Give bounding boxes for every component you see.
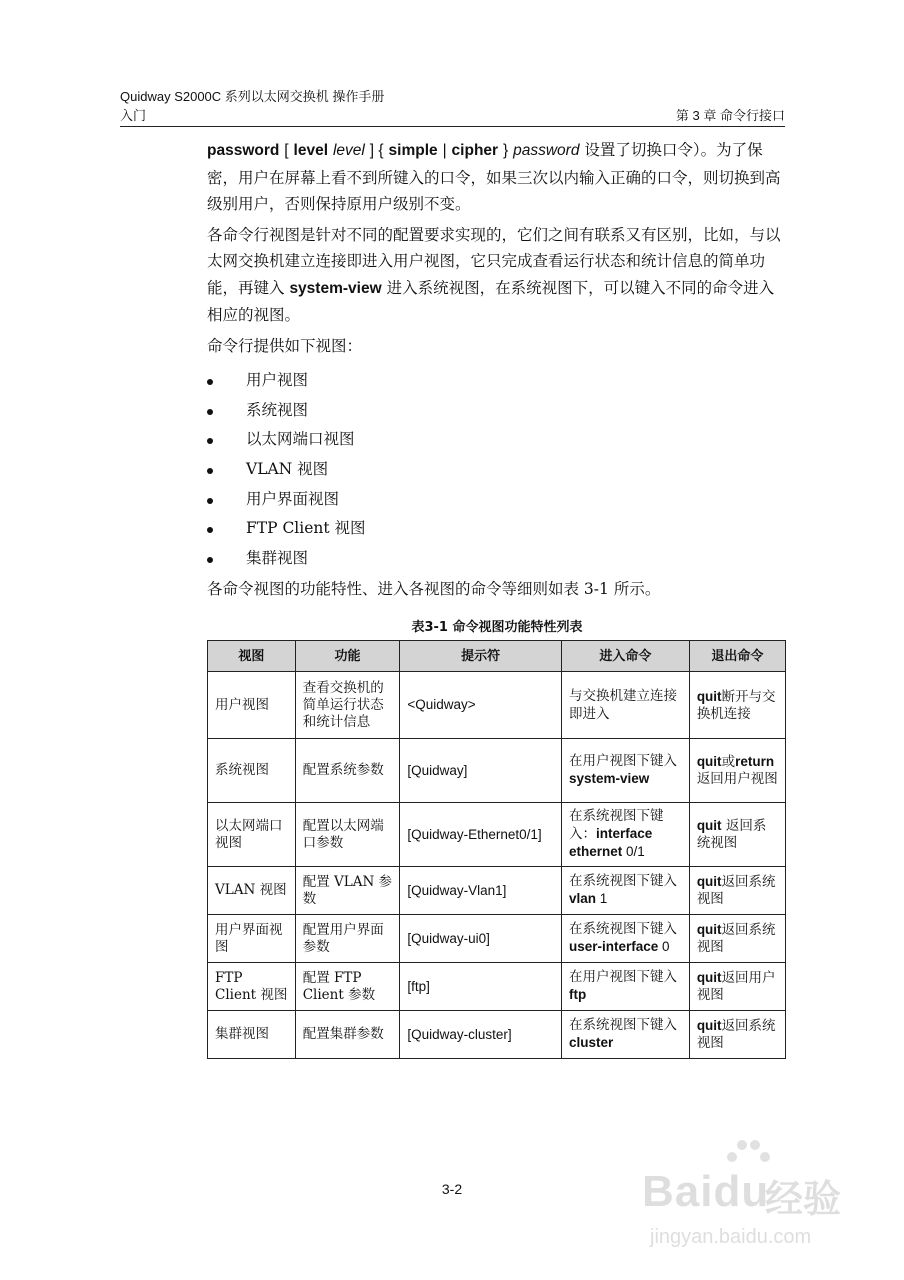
view-list-item	[207, 514, 366, 544]
cell-enter-command: 在系统视图下键入user-interface 0	[561, 915, 689, 963]
cell-exit-command: quit 返回系统视图	[689, 803, 785, 867]
bullet-icon	[207, 409, 213, 415]
cell-enter-command: 与交换机建立连接即进入	[561, 672, 689, 739]
table-row	[208, 672, 786, 739]
bullet-icon	[207, 468, 213, 474]
cell-enter-command: 在用户视图下键入ftp	[561, 963, 689, 1011]
cell-view: 用户界面视图	[208, 915, 296, 963]
table-intro-sentence: 各命令视图的功能特性、进入各视图的命令等细则如表 3-1 所示。	[207, 580, 661, 598]
bullet-icon	[207, 557, 213, 563]
intro-paragraph-1: password [ level level ] { simple | cipher } password 设置了切换口令）。为了保密，用户在屏幕上看不到所键入的口令，如果三次以内输入正确的口令，则切换到高级别用户，否则保持原用户级别不变。	[207, 141, 781, 213]
section-label: 入门	[120, 108, 147, 123]
cell-exit-command: quit返回系统视图	[689, 915, 785, 963]
cell-exit-command: quit返回系统视图	[689, 867, 785, 915]
page-number: 3-2	[441, 1181, 463, 1197]
views-list	[207, 366, 366, 574]
cell-exit-command: quit返回用户视图	[689, 963, 785, 1011]
cell-prompt: [Quidway-Vlan1]	[400, 867, 562, 915]
command-view-table	[207, 640, 786, 1059]
view-list-item	[207, 544, 366, 574]
cell-view: FTP Client 视图	[208, 963, 296, 1011]
header-function: 功能	[295, 641, 400, 672]
watermark-brand: Baidu	[642, 1167, 770, 1216]
cell-view: 集群视图	[208, 1011, 296, 1059]
header-exit-command: 退出命令	[689, 641, 785, 672]
table-caption: 表3-1 命令视图功能特性列表	[411, 620, 583, 635]
cell-view: 以太网端口视图	[208, 803, 296, 867]
cell-prompt: [ftp]	[400, 963, 562, 1011]
view-list-label: 用户界面视图	[246, 489, 340, 508]
intro-paragraph-2: 各命令行视图是针对不同的配置要求实现的，它们之间有联系又有区别，比如，与以太网交换机建立连接即进入用户视图，它只完成查看运行状态和统计信息的简单功能，再键入 system-view 进入系统视图，在系统视图下，可以键入不同的命令进入相应的视图。	[207, 225, 781, 324]
cell-exit-command: quit断开与交换机连接	[689, 672, 785, 739]
table-row	[208, 803, 786, 867]
header-view: 视图	[208, 641, 296, 672]
cell-view: 系统视图	[208, 739, 296, 803]
header-prompt: 提示符	[400, 641, 562, 672]
chapter-label: 第 3 章 命令行接口	[675, 108, 785, 123]
cell-exit-command: quit或return 返回用户视图	[689, 739, 785, 803]
bullet-icon	[207, 527, 213, 533]
view-list-label: 以太网端口视图	[246, 430, 355, 449]
view-list-item	[207, 455, 366, 485]
table-row	[208, 915, 786, 963]
cell-function: 配置 FTP Client 参数	[295, 963, 400, 1011]
header-enter-command: 进入命令	[561, 641, 689, 672]
cell-prompt: [Quidway-cluster]	[400, 1011, 562, 1059]
table-row	[208, 963, 786, 1011]
cell-function: 配置集群参数	[295, 1011, 400, 1059]
table-header-row	[208, 641, 786, 672]
cell-exit-command: quit返回系统视图	[689, 1011, 785, 1059]
bullet-icon	[207, 498, 213, 504]
view-list-item	[207, 485, 366, 515]
cell-prompt: [Quidway-Ethernet0/1]	[400, 803, 562, 867]
cell-prompt: [Quidway-ui0]	[400, 915, 562, 963]
table-row	[208, 739, 786, 803]
baidu-jingyan-watermark	[640, 1135, 850, 1265]
watermark-url: jingyan.baidu.com	[650, 1226, 812, 1248]
view-list-label: 用户视图	[246, 371, 309, 389]
cell-enter-command: 在系统视图下键入cluster	[561, 1011, 689, 1059]
view-list-item	[207, 396, 366, 426]
cell-enter-command: 在系统视图下键入：interface ethernet 0/1	[561, 803, 689, 867]
cell-function: 配置 VLAN 参数	[295, 867, 400, 915]
view-list-label: 系统视图	[246, 400, 309, 419]
watermark-cn: 经验	[765, 1177, 842, 1221]
table-row	[208, 867, 786, 915]
cell-prompt: <Quidway>	[400, 672, 562, 739]
view-list-label: 集群视图	[246, 549, 309, 568]
view-list-item	[207, 366, 366, 396]
cell-function: 查看交换机的简单运行状态和统计信息	[295, 672, 400, 739]
view-list-item	[207, 425, 366, 455]
cell-function: 配置以太网端口参数	[295, 803, 400, 867]
table-row	[208, 1011, 786, 1059]
cell-enter-command: 在用户视图下键入system-view	[561, 739, 689, 803]
cell-function: 配置用户界面参数	[295, 915, 400, 963]
cell-view: VLAN 视图	[208, 867, 296, 915]
cell-enter-command: 在系统视图下键入vlan 1	[561, 867, 689, 915]
running-header	[120, 105, 785, 127]
view-list-label: FTP Client 视图	[246, 519, 366, 538]
manual-title: Quidway S2000C 系列以太网交换机 操作手册	[120, 89, 385, 104]
view-list-label: VLAN 视图	[246, 460, 329, 479]
body-text	[207, 137, 787, 363]
cell-view: 用户视图	[208, 672, 296, 739]
cell-function: 配置系统参数	[295, 739, 400, 803]
cell-prompt: [Quidway]	[400, 739, 562, 803]
bullet-icon	[207, 438, 213, 444]
bullet-icon	[207, 379, 213, 385]
intro-paragraph-3: 命令行提供如下视图：	[207, 336, 363, 355]
